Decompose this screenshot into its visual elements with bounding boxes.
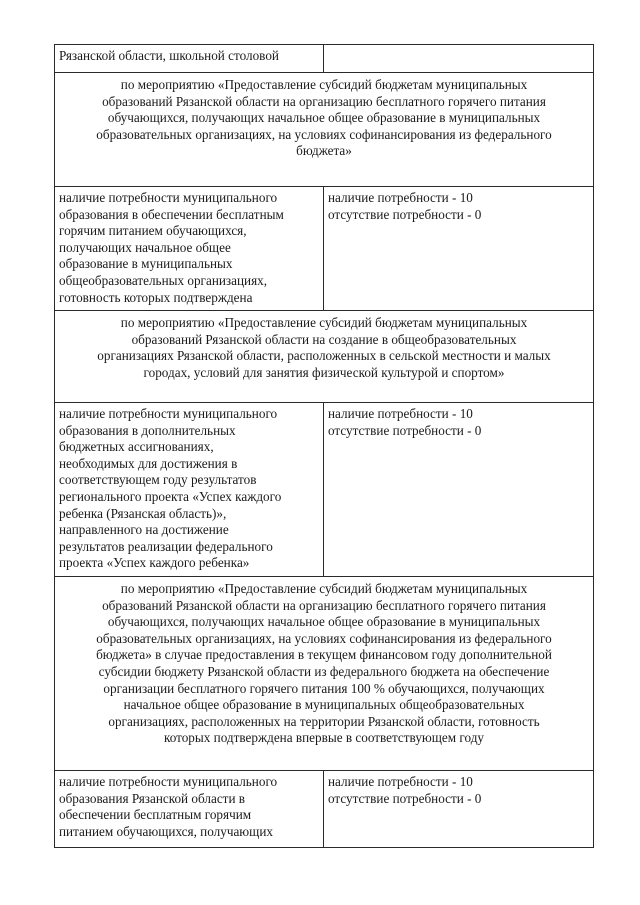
score-no-need: отсутствие потребности - 0 [328,790,482,806]
criterion-1-line: образования в обеспечении бесплатным [59,206,284,222]
criterion-3-line: наличие потребности муниципального [59,774,278,789]
section-2-line: по мероприятию «Предоставление субсидий бюджетам муниципальных [120,315,528,330]
criterion-2-line: образования в дополнительных [59,422,236,438]
section-3-line: обучающихся, получающих начальное общее образование в муниципальных [107,614,541,630]
criterion-row-1 [55,187,594,311]
section-heading-1 [55,73,594,187]
section-heading-3 [55,577,594,771]
section-3-line: организации бесплатного горячего питания 100 % обучающихся, получающих [103,680,545,696]
section-3-line: образовательных организациях, на условиях софинансирования из федерального [96,630,552,646]
criterion-2-line: бюджетных ассигнованиях, [59,439,214,455]
table-row-top [55,45,594,73]
section-row-1 [55,73,594,187]
criterion-3-line: обеспечении бесплатным горячим [59,807,252,823]
criterion-2-line: результатов реализации федерального [59,538,273,554]
top-left-cell [55,45,324,73]
section-1-line: по мероприятию «Предоставление субсидий бюджетам муниципальных [120,77,528,92]
score-need: наличие потребности - 10 [328,190,473,205]
criterion-1-scores [324,187,594,311]
criterion-2-line: необходимых для достижения в [59,455,238,471]
criterion-3-description [55,771,324,848]
section-2-line: организациях Рязанской области, расположенных в сельской местности и малых [97,348,551,364]
criterion-1-line: готовность которых подтверждена [59,289,253,305]
score-need: наличие потребности - 10 [328,406,473,421]
top-right-cell [324,45,594,73]
section-heading-2 [55,311,594,403]
criterion-row-3 [55,771,594,848]
section-row-2 [55,311,594,403]
section-1-line: обучающихся, получающих начальное общее образование в муниципальных [107,110,541,126]
criterion-3-line: питанием обучающихся, получающих [59,823,273,839]
score-no-need: отсутствие потребности - 0 [328,206,482,222]
criterion-1-line: общеобразовательных организациях, [59,272,268,288]
criterion-2-line: регионального проекта «Успех каждого [59,488,282,504]
section-2-line: образований Рязанской области на создание в общеобразовательных [131,331,517,347]
criterion-1-description [55,187,324,311]
criterion-2-description [55,403,324,577]
criterion-2-line: соответствующем году результатов [59,472,257,488]
section-1-line: образований Рязанской области на организацию бесплатного горячего питания [102,93,546,109]
score-need: наличие потребности - 10 [328,774,473,789]
section-2-line: городах, условий для занятия физической культурой и спортом» [143,364,505,380]
criterion-2-line: проекта «Успех каждого ребенка» [59,555,250,571]
criterion-1-line: горячим питанием обучающихся, [59,223,247,239]
section-3-line: субсидии бюджету Рязанской области из федерального бюджета на обеспечение [98,663,550,679]
section-3-line: которых подтверждена впервые в соответствующем году [163,730,485,746]
criterion-3-line: образования Рязанской области в [59,790,246,806]
criterion-1-line: наличие потребности муниципального [59,190,278,205]
section-3-line: организациях, расположенных на территории Рязанской области, готовность [108,713,540,729]
section-1-line: бюджета» [296,143,352,159]
top-left-text: Рязанской области, школьной столовой [59,48,279,63]
section-3-line: бюджета» в случае предоставления в текущем финансовом году дополнительной [96,647,552,663]
criterion-row-2 [55,403,594,577]
section-3-line: начальное общее образование в муниципальных общеобразовательных [123,697,525,713]
criterion-1-line: получающих начальное общее [59,239,231,255]
criterion-2-scores [324,403,594,577]
section-3-line: образований Рязанской области на организацию бесплатного горячего питания [102,597,546,613]
criterion-2-line: направленного на достижение [59,522,229,538]
score-no-need: отсутствие потребности - 0 [328,422,482,438]
section-1-line: образовательных организациях, на условиях софинансирования из федерального [96,126,552,142]
criterion-1-line: образование в муниципальных [59,256,233,272]
section-row-3 [55,577,594,771]
criterion-2-line: ребенка (Рязанская область)», [59,505,227,521]
criterion-2-line: наличие потребности муниципального [59,406,278,421]
criteria-table [54,44,594,848]
section-3-line: по мероприятию «Предоставление субсидий бюджетам муниципальных [120,581,528,596]
criterion-3-scores [324,771,594,848]
